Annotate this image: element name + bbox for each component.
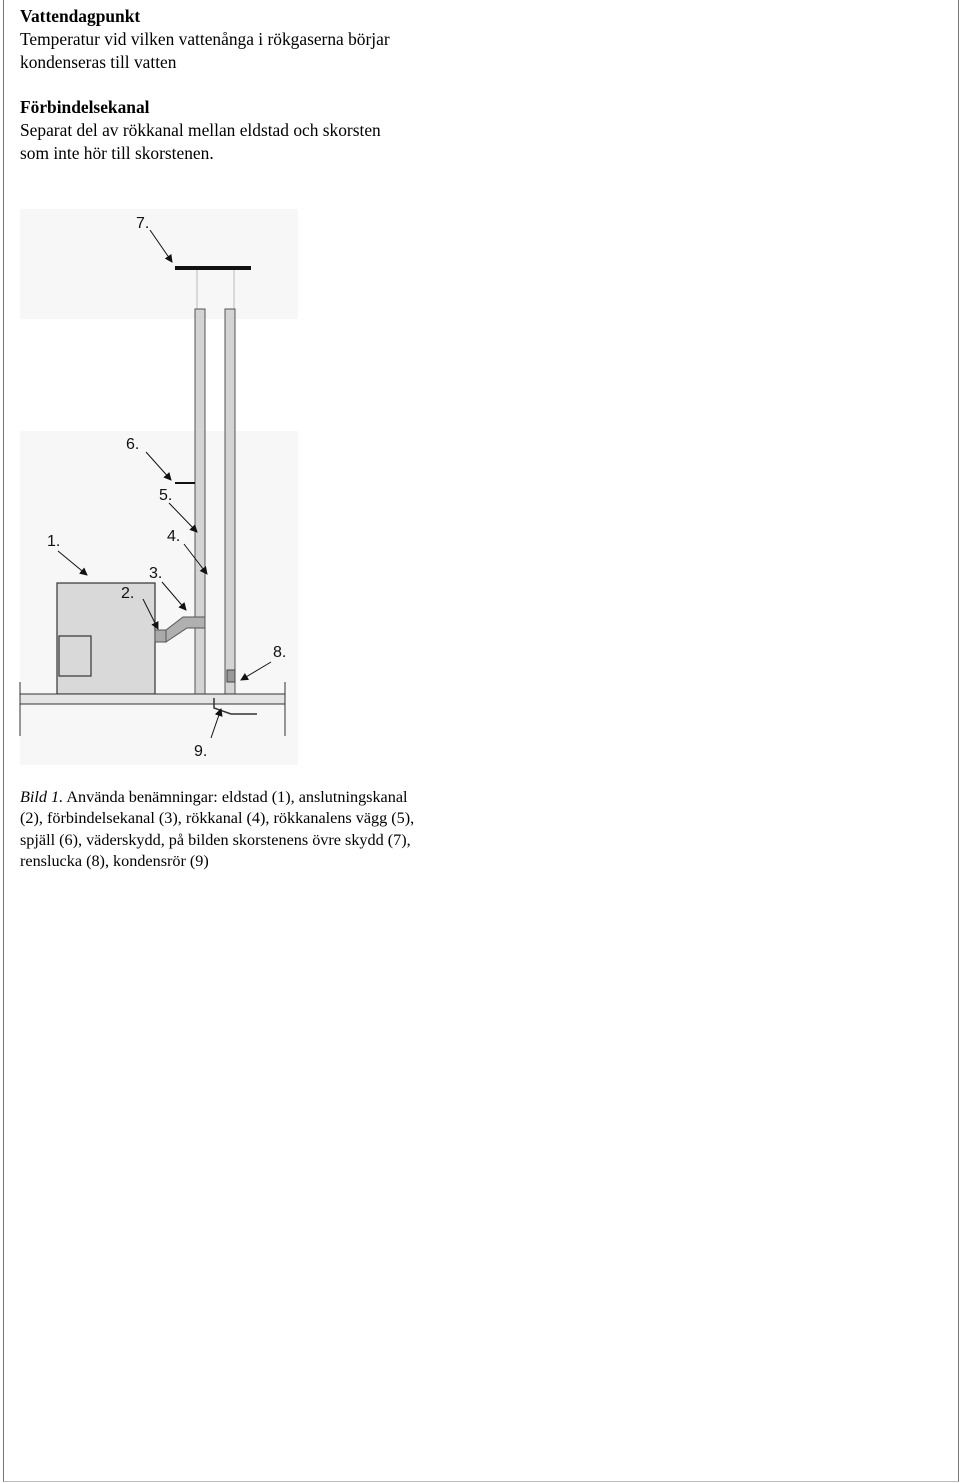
figure-label-7: 7.	[136, 215, 150, 232]
caption-line: spjäll (6), väderskydd, på bilden skorstenens övre skydd (7),	[20, 830, 411, 849]
chimney-diagram	[17, 206, 303, 768]
caption-label: Bild 1.	[20, 788, 64, 806]
chimney-diagram-svg	[17, 206, 303, 768]
definition-text-line: Temperatur vid vilken vattenånga i rökgaserna börjar	[20, 29, 390, 49]
chimney-cap	[175, 266, 251, 270]
figure-label-4: 4.	[167, 528, 181, 545]
definition-term: Förbindelsekanal	[20, 97, 150, 117]
definition-forbindelsekanal	[20, 96, 381, 165]
caption-line: renslucka (8), kondensrör (9)	[20, 851, 209, 870]
definition-term: Vattendagpunkt	[20, 6, 141, 26]
caption-line	[20, 787, 490, 808]
caption-line: (2), förbindelsekanal (3), rökkanal (4), rökkanalens vägg (5),	[20, 809, 415, 828]
definition-text-line: Separat del av rökkanal mellan eldstad och skorsten	[20, 120, 381, 140]
definition-text-line: kondenseras till vatten	[20, 52, 177, 72]
caption-text: Använda benämningar: eldstad (1), anslutningskanal	[66, 788, 408, 806]
figure-background	[20, 209, 298, 319]
definition-vattendagpunkt	[20, 5, 390, 74]
fireplace-door	[59, 636, 91, 676]
figure-caption	[20, 787, 490, 872]
figure-label-5: 5.	[159, 487, 173, 504]
figure-label-6: 6.	[126, 436, 140, 453]
figure-label-3: 3.	[149, 565, 163, 582]
floor	[20, 694, 285, 704]
cleaning-hatch	[227, 670, 235, 682]
chimney-wall-left	[195, 309, 205, 694]
figure-label-9: 9.	[194, 743, 208, 760]
chimney-wall-right	[225, 309, 235, 694]
definition-text-line: som inte hör till skorstenen.	[20, 143, 214, 163]
figure-label-8: 8.	[273, 644, 287, 661]
figure-label-2: 2.	[121, 585, 135, 602]
connection-channel	[155, 630, 166, 642]
figure-label-1: 1.	[47, 533, 61, 550]
